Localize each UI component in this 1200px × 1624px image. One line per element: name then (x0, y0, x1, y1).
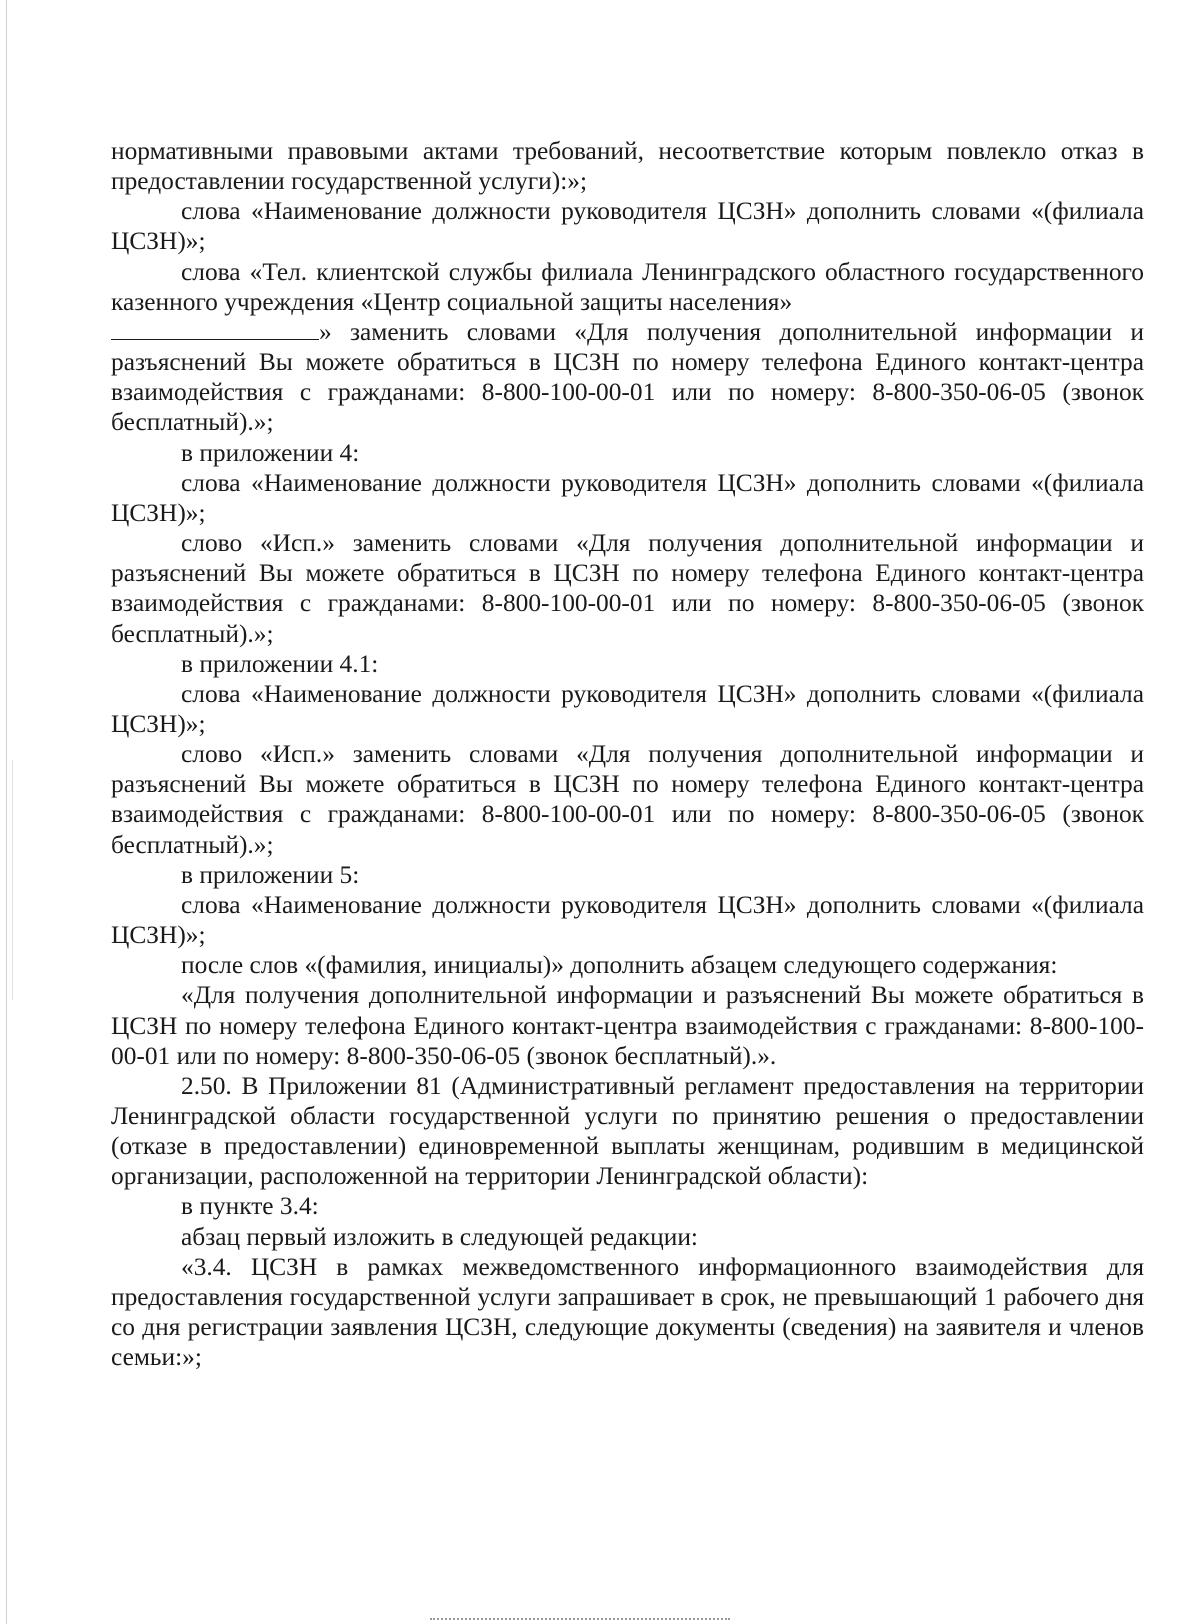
paragraph (111, 950, 1144, 980)
paragraph (111, 679, 1144, 739)
paragraph (111, 317, 1144, 438)
paragraph-text: в приложении 4.1: (181, 649, 379, 678)
paragraph (111, 136, 1144, 196)
paragraph-text: абзац первый изложить в следующей редакции: (181, 1222, 698, 1251)
paragraph-text: слова «Наименование должности руководителя ЦСЗН» дополнить словами «(филиала ЦСЗН)»; (111, 468, 1144, 527)
paragraph-text: «Для получения дополнительной информации и разъяснений Вы можете обратиться в ЦСЗН по номеру телефона Единого контакт-центра взаимодействия с гражданами: 8-800-100-00-01 или по номеру: 8-800-350-06-05 (звонок бесплатный).». (111, 981, 1144, 1070)
paragraph-text: в пункте 3.4: (181, 1192, 319, 1221)
paragraph-text: после слов «(фамилия, инициалы)» дополнить абзацем следующего содержания: (181, 951, 1058, 980)
paragraph-text: нормативными правовыми актами требований, несоответствие которым повлекло отказ в предоставлении государственной услуги):»; (111, 137, 1144, 196)
paragraph-text: слова «Наименование должности руководителя ЦСЗН» дополнить словами «(филиала ЦСЗН)»; (111, 679, 1144, 738)
scan-bottom-mark (430, 1618, 730, 1622)
paragraph (111, 438, 1144, 468)
paragraph (111, 860, 1144, 890)
paragraph-text: в приложении 5: (181, 860, 360, 889)
paragraph (111, 739, 1144, 860)
paragraph (111, 890, 1144, 950)
paragraph (111, 257, 1144, 317)
paragraph (111, 528, 1144, 649)
scan-edge-line (12, 760, 13, 1000)
paragraph-text: слово «Исп.» заменить словами «Для получения дополнительной информации и разъяснений Вы можете обратиться в ЦСЗН по номеру телефона Единого контакт-центра взаимодействия с гражданами: 8-800-100-00-01 или по номеру: 8-800-350-06-05 (звонок бесплатный).»; (111, 740, 1144, 859)
paragraph (111, 1071, 1144, 1192)
paragraph (111, 196, 1144, 256)
paragraph-text: в приложении 4: (181, 438, 360, 467)
paragraph-text: слово «Исп.» заменить словами «Для получения дополнительной информации и разъяснений Вы можете обратиться в ЦСЗН по номеру телефона Единого контакт-центра взаимодействия с гражданами: 8-800-100-00-01 или по номеру: 8-800-350-06-05 (звонок бесплатный).»; (111, 529, 1144, 648)
document-body (111, 136, 1144, 1372)
paragraph-text: слова «Тел. клиентской службы филиала Ленинградского областного государственного казенного учреждения «Центр социальной защиты населения» (111, 257, 1144, 316)
paragraph (111, 980, 1144, 1070)
scan-edge-line (6, 0, 7, 1624)
paragraph (111, 1252, 1144, 1373)
paragraph (111, 1222, 1144, 1252)
paragraph-text: слова «Наименование должности руководителя ЦСЗН» дополнить словами «(филиала ЦСЗН)»; (111, 197, 1144, 256)
paragraph-text: » заменить словами «Для получения дополнительной информации и разъяснений Вы можете обратиться в ЦСЗН по номеру телефона Единого контакт-центра взаимодействия с гражданами: 8-800-100-00-01 или по номеру: 8-800-350-06-05 (звонок бесплатный).»; (111, 317, 1144, 437)
blank-field-line (111, 321, 319, 340)
paragraph-text: 2.50. В Приложении 81 (Административный регламент предоставления на территории Ленинградской области государственной услуги по принятию решения о предоставлении (отказе в предоставлении) единовременной выплаты женщинам, родившим в медицинской организации, расположенной на территории Ленинградской области): (111, 1071, 1144, 1191)
paragraph-text: слова «Наименование должности руководителя ЦСЗН» дополнить словами «(филиала ЦСЗН)»; (111, 890, 1144, 950)
paragraph (111, 468, 1144, 528)
paragraph-text: «3.4. ЦСЗН в рамках межведомственного информационного взаимодействия для предоставления государственной услуги запрашивает в срок, не превышающий 1 рабочего дня со дня регистрации заявления ЦСЗН, следующие документы (сведения) на заявителя и членов семьи:»; (111, 1252, 1144, 1372)
paragraph (111, 649, 1144, 679)
paragraph (111, 1191, 1144, 1221)
